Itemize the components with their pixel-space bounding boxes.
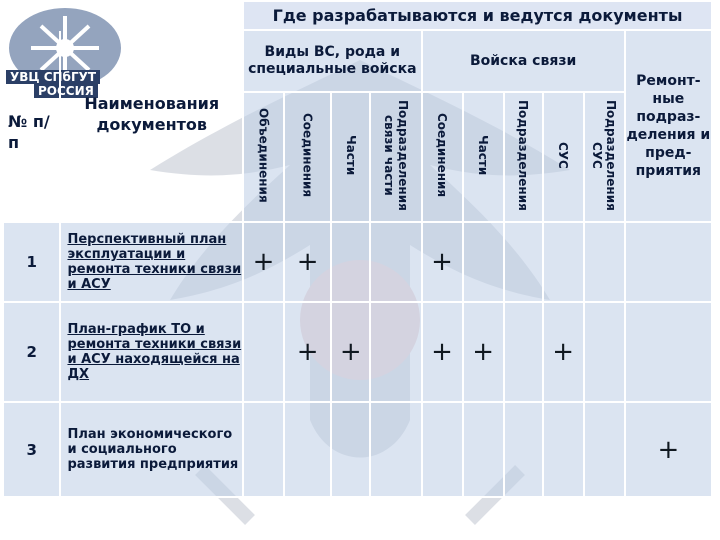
logo-caption-2: РОССИЯ: [34, 84, 98, 98]
mark-cell: [284, 402, 331, 497]
mark-cell: [370, 222, 421, 302]
mark-cell: [543, 402, 584, 497]
mark-cell: +: [422, 222, 463, 302]
logo-area: [3, 1, 243, 30]
col-header: [584, 92, 625, 222]
mark-cell: +: [243, 222, 284, 302]
mark-cell: [331, 222, 370, 302]
col-header-label: Части: [476, 134, 491, 176]
header-signal-group: Войска связи: [422, 30, 625, 92]
mark-cell: [331, 402, 370, 497]
col-header: [463, 92, 504, 222]
table-row: [3, 302, 712, 402]
mark-cell: +: [284, 302, 331, 402]
mark-cell: +: [284, 222, 331, 302]
mark-cell: +: [331, 302, 370, 402]
col-header-label: Соединения: [435, 112, 450, 198]
col-header-label: Подразделения: [516, 99, 531, 211]
logo-caption: УВЦ СПбГУТ: [6, 70, 100, 84]
mark-cell: [463, 222, 504, 302]
mark-cell: [504, 402, 543, 497]
row-number: 2: [3, 302, 60, 402]
col-header-label: Объединения: [256, 107, 271, 203]
col-header-label: Подразделения связи части: [381, 99, 410, 211]
table-row: [3, 222, 712, 302]
col-header: [243, 92, 284, 222]
mark-cell: [543, 222, 584, 302]
row-number: 1: [3, 222, 60, 302]
document-name: План-график ТО и ремонта техники связи и АСУ находящейся на ДХ: [60, 302, 243, 402]
mark-cell: [504, 302, 543, 402]
col-header-label: Подразделения СУС: [590, 99, 619, 211]
mark-cell: [243, 302, 284, 402]
header-num: № п/п: [3, 30, 60, 222]
col-header-label: СУС: [556, 141, 571, 169]
header-names: Наименования документов: [60, 30, 243, 222]
mark-cell: [584, 302, 625, 402]
mark-cell: [584, 222, 625, 302]
document-name: Перспективный план эксплуатации и ремонта техники связи и АСУ: [60, 222, 243, 302]
mark-cell: [625, 302, 712, 402]
mark-cell: [625, 222, 712, 302]
mark-cell: [504, 222, 543, 302]
table-row: [3, 402, 712, 497]
header-repair: Ремонт-ные подраз-деления и пред-приятия: [625, 30, 712, 222]
mark-cell: +: [625, 402, 712, 497]
mark-cell: [243, 402, 284, 497]
col-header: [543, 92, 584, 222]
mark-cell: [422, 402, 463, 497]
col-header: [504, 92, 543, 222]
header-vs-group: Виды ВС, рода и специальные войска: [243, 30, 422, 92]
mark-cell: [370, 302, 421, 402]
mark-cell: [463, 402, 504, 497]
mark-cell: [370, 402, 421, 497]
mark-cell: [584, 402, 625, 497]
col-header: [370, 92, 421, 222]
col-header-label: Части: [343, 134, 358, 176]
col-header: [284, 92, 331, 222]
mark-cell: +: [463, 302, 504, 402]
document-name: План экономического и социального развития предприятия: [60, 402, 243, 497]
mark-cell: +: [422, 302, 463, 402]
col-header-label: Соединения: [300, 112, 315, 198]
row-number: 3: [3, 402, 60, 497]
col-header: [331, 92, 370, 222]
col-header: [422, 92, 463, 222]
page-title: Где разрабатываются и ведутся документы: [243, 1, 712, 30]
mark-cell: +: [543, 302, 584, 402]
documents-table: [2, 0, 713, 498]
